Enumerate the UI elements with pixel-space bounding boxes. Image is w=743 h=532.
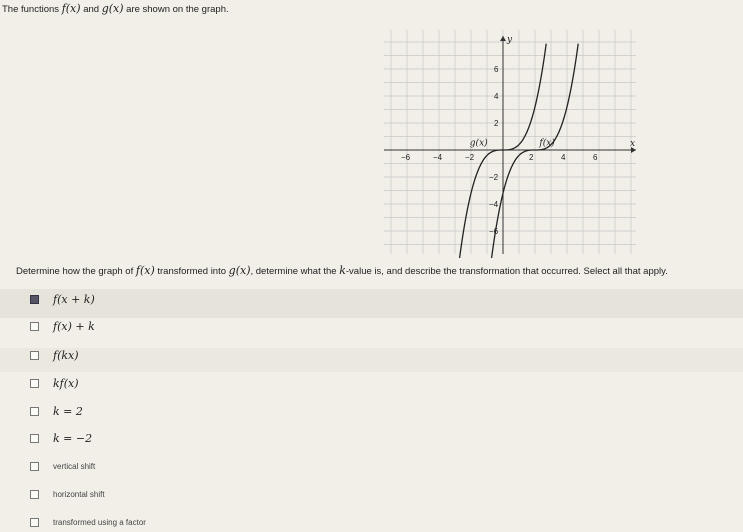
- y-tick-label: −2: [489, 173, 499, 182]
- checkbox[interactable]: [30, 295, 39, 304]
- instruction-part4: -value is, and describe the transformation that occurred. Select all that apply.: [345, 266, 668, 277]
- x-tick-label: −2: [465, 153, 475, 162]
- instruction-part3: , determine what the: [250, 266, 337, 277]
- option-label: horizontal shift: [53, 489, 105, 499]
- answer-option[interactable]: [30, 347, 79, 363]
- checkbox[interactable]: [30, 322, 39, 331]
- question-suffix: are shown on the graph.: [126, 4, 229, 15]
- graph-svg: [380, 26, 642, 258]
- x-tick-label: 2: [529, 153, 534, 162]
- answer-option[interactable]: [30, 458, 95, 474]
- y-tick-label: 6: [494, 65, 499, 74]
- y-tick-label: 2: [494, 119, 499, 128]
- option-label: k = −2: [53, 431, 93, 445]
- option-label: kf(x): [53, 376, 79, 390]
- option-label: transformed using a factor: [53, 517, 146, 527]
- highlight-band: [0, 289, 743, 318]
- y-tick-label: −4: [489, 200, 499, 209]
- option-label: f(x) + k: [53, 319, 95, 333]
- option-label: f(kx): [53, 348, 79, 362]
- instruction-k: k: [339, 264, 346, 277]
- answer-option[interactable]: [30, 403, 83, 419]
- answer-option[interactable]: [30, 318, 95, 334]
- checkbox[interactable]: [30, 518, 39, 527]
- option-label: f(x + k): [53, 292, 95, 306]
- option-label: k = 2: [53, 404, 83, 418]
- instruction-part1: Determine how the graph of: [16, 266, 134, 277]
- checkbox[interactable]: [30, 434, 39, 443]
- f-curve-label: f(x): [539, 138, 555, 149]
- x-tick-label: −6: [401, 153, 411, 162]
- checkbox[interactable]: [30, 379, 39, 388]
- y-tick-label: −6: [489, 227, 499, 236]
- x-axis-label: x: [630, 139, 636, 149]
- function-graph: [380, 26, 642, 258]
- x-tick-label: −4: [433, 153, 443, 162]
- answer-option[interactable]: [30, 375, 79, 391]
- instruction-g: g(x): [228, 264, 251, 277]
- g-function-label: g(x): [101, 2, 124, 15]
- checkbox[interactable]: [30, 407, 39, 416]
- instruction-f: f(x): [135, 264, 155, 277]
- answer-option[interactable]: [30, 430, 92, 446]
- instruction-part2: transformed into: [157, 266, 227, 277]
- option-label: vertical shift: [53, 461, 96, 471]
- checkbox[interactable]: [30, 351, 39, 360]
- answer-option[interactable]: [30, 486, 105, 502]
- x-tick-label: 4: [561, 153, 566, 162]
- answer-option[interactable]: [30, 291, 95, 307]
- g-curve-label: g(x): [469, 138, 488, 149]
- instruction-text: [16, 264, 668, 277]
- y-axis-arrow: [500, 36, 506, 41]
- answer-option[interactable]: [30, 514, 146, 530]
- y-tick-label: 4: [494, 92, 499, 101]
- x-tick-label: 6: [593, 153, 598, 162]
- y-axis-label: y: [507, 35, 513, 45]
- checkbox[interactable]: [30, 490, 39, 499]
- f-function-label: f(x): [61, 2, 81, 15]
- question-and: and: [83, 4, 100, 15]
- question-prefix: The functions: [2, 4, 60, 15]
- question-text: [2, 2, 229, 15]
- checkbox[interactable]: [30, 462, 39, 471]
- highlight-band: [0, 348, 743, 372]
- f-curve: [491, 44, 578, 258]
